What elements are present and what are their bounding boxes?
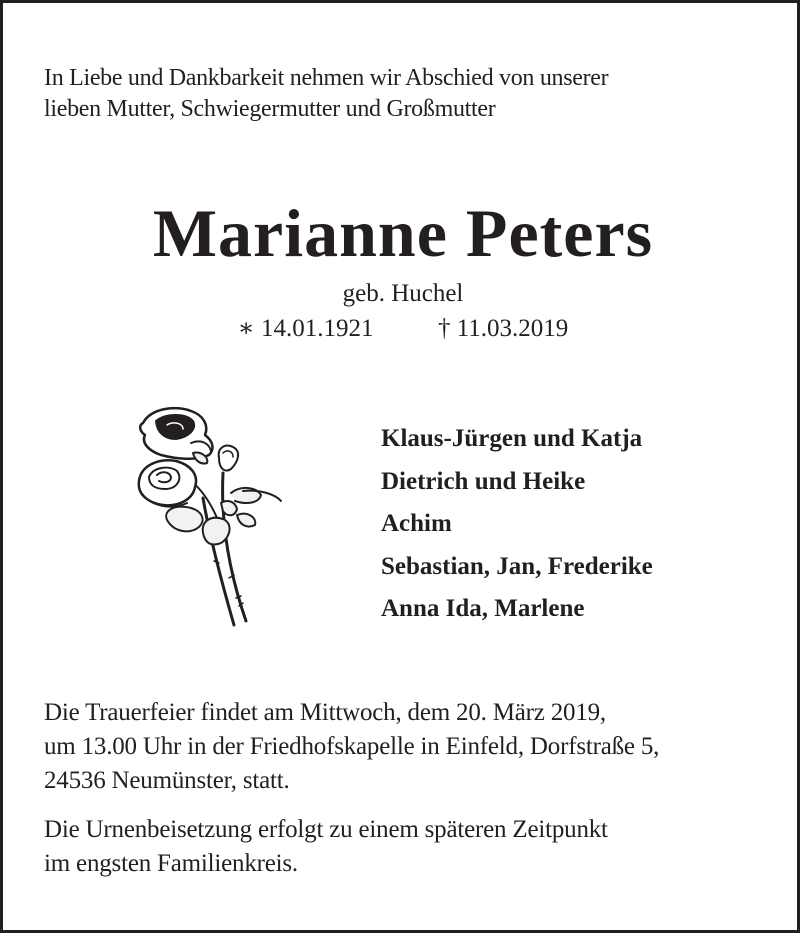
burial-line: Die Urnenbeisetzung erfolgt zu einem späteren Zeitpunkt [44, 816, 608, 843]
mourners-list [381, 418, 761, 631]
birth-star-icon: ∗ [237, 315, 255, 342]
birth-name: geb. Huchel [342, 280, 464, 307]
birth-date: 14.01.1921 [260, 315, 374, 342]
funeral-line: Die Trauerfeier findet am Mittwoch, dem 20. März 2019, [44, 699, 606, 726]
mourner-entry: Klaus-Jürgen und Katja [381, 425, 643, 452]
funeral-line: um 13.00 Uhr in der Friedhofskapelle in Einfeld, Dorfstraße 5, [44, 733, 660, 760]
death-date: 11.03.2019 [456, 315, 569, 342]
deceased-name: Marianne Peters [152, 195, 654, 271]
intro-line: lieben Mutter, Schwiegermutter und Großmutter [44, 96, 496, 122]
mourner-entry: Anna Ida, Marlene [381, 595, 585, 622]
funeral-line: 24536 Neumünster, statt. [44, 767, 290, 794]
death-cross-icon: † [437, 315, 451, 342]
intro-line: In Liebe und Dankbarkeit nehmen wir Abschied von unserer [44, 65, 609, 91]
burial-line: im engsten Familienkreis. [44, 850, 298, 877]
burial-info [44, 813, 774, 881]
mourner-entry: Dietrich und Heike [381, 467, 586, 495]
rose-icon [131, 403, 286, 628]
life-dates [3, 313, 800, 345]
intro-text [44, 63, 764, 125]
mourner-entry: Achim [381, 510, 452, 537]
funeral-info [44, 696, 774, 798]
mourner-entry: Sebastian, Jan, Frederike [381, 552, 653, 580]
